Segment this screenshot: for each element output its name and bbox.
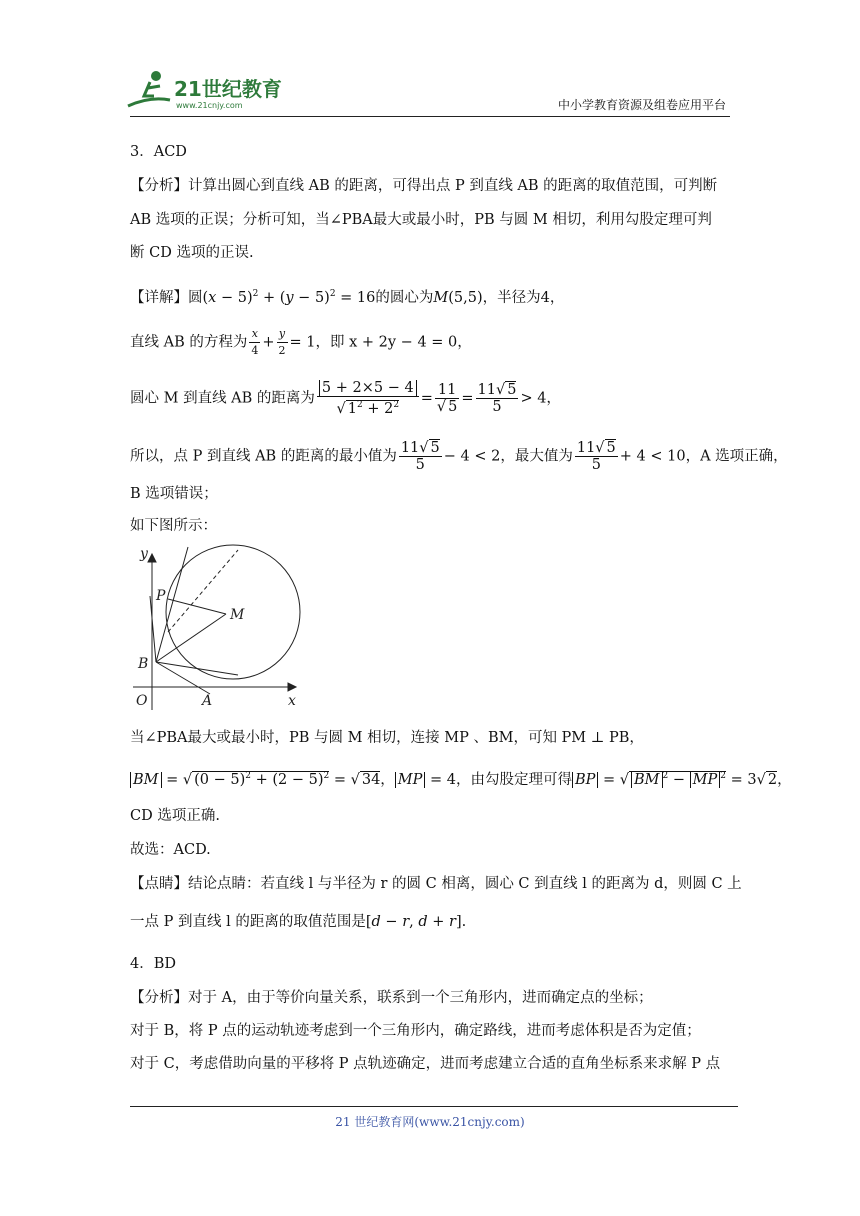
q3-detail-4: 所以，点 P 到直线 AB 的距离的最小值为 $\frac{11√ 5}{5}$ − 4 < 2，最大值为 $\frac{11√ 5}{5}$ + 4 < 10，A 选项正确， bbox=[130, 440, 788, 473]
label-m: M bbox=[230, 607, 245, 623]
logo-text: 21世纪教育 bbox=[174, 77, 282, 101]
footer-link[interactable]: 21 世纪教育网(www.21cnjy.com) bbox=[335, 1115, 525, 1129]
q3-analysis-3: 断 CD 选项的正误. bbox=[130, 245, 254, 261]
q4-line-3: 对于 C，考虑借助向量的平移将 P 点轨迹确定，进而考虑建立合适的直角坐标系来求解 P 点 bbox=[130, 1056, 721, 1072]
header-platform-text: 中小学教育资源及组卷应用平台 bbox=[557, 98, 726, 112]
q3-analysis-2: AB 选项的正误；分析可知，当∠PBA最大或最小时，PB 与圆 M 相切，利用勾股定理可判 bbox=[130, 212, 712, 228]
q3-analysis-1: 【分析】计算出圆心到直线 AB 的距离，可得出点 P 到直线 AB 的距离的取值范围，可判断 bbox=[130, 178, 718, 194]
label-b: B bbox=[138, 656, 149, 672]
line-2 bbox=[156, 662, 210, 694]
label-a: A bbox=[202, 693, 213, 709]
q3-detail-1: 【详解】圆$(x - 5)^2 + (y - 5)^2 = 16$的圆心为M(5,5)，半径为4， bbox=[130, 289, 565, 306]
dashed-line bbox=[168, 550, 238, 632]
label-p: P bbox=[156, 588, 166, 604]
y-axis-arrow bbox=[148, 554, 156, 562]
q3-detail-2: 直线 AB 的方程为 $\frac{x}{4}$ + $\frac{y}{2}$ = 1，即 x + 2y − 4 = 0， bbox=[130, 327, 472, 357]
q3-detail-3: 圆心 M 到直线 AB 的距离为 $\frac{5 + 2\times 5 - 4}{√ 1^2 + 2^2}$ = $\frac{11}{√ 5}$ = $\frac{11√ 5}{5}$ > 4， bbox=[130, 380, 561, 417]
q3-comment-1: 【点睛】结论点睛：若直线 l 与半径为 r 的圆 C 相离，圆心 C 到直线 l 的距离为 d，则圆 C 上 bbox=[130, 876, 742, 892]
q3-comment-2: 一点 P 到直线 l 的距离的取值范围是[d − r, d + r]. bbox=[130, 914, 467, 930]
footer-divider bbox=[130, 1106, 738, 1107]
header-divider bbox=[130, 116, 730, 117]
q3-after-fig-2: BM = √ $(0 - 5)^2 + (2 - 5)^2$ = √ 34， MP = 4，由勾股定理可得 BP = √ BM $^2$ − MP $^2$ = 3√ 2， bbox=[130, 766, 792, 790]
q4-line-1: 【分析】对于 A，由于等价向量关系，联系到一个三角形内，进而确定点的坐标； bbox=[130, 990, 653, 1006]
logo-url: www.21cnjy.com bbox=[176, 101, 243, 110]
site-logo bbox=[120, 66, 290, 116]
label-x: x bbox=[288, 693, 296, 709]
q3-detail-6: 如下图所示： bbox=[130, 518, 217, 534]
q3-number: 3．ACD bbox=[130, 144, 187, 160]
geometry-figure bbox=[128, 542, 308, 712]
label-o: O bbox=[136, 693, 148, 709]
segment-pb bbox=[150, 596, 156, 662]
q3-after-fig-3: CD 选项正确. bbox=[130, 808, 220, 824]
segment-pm bbox=[168, 599, 226, 614]
q3-answer: 故选：ACD. bbox=[130, 842, 211, 858]
line-ba bbox=[156, 662, 238, 675]
q3-after-fig-1: 当∠PBA最大或最小时，PB 与圆 M 相切，连接 MP 、BM，可知 PM ⊥ PB， bbox=[130, 730, 644, 746]
q4-number: 4．BD bbox=[130, 956, 177, 972]
tangent-1 bbox=[156, 547, 188, 662]
q4-line-2: 对于 B，将 P 点的运动轨迹考虑到一个三角形内，确定路线，进而考虑体积是否为定值； bbox=[130, 1023, 701, 1039]
q3-detail-5: B 选项错误； bbox=[130, 486, 218, 502]
x-axis-arrow bbox=[288, 683, 296, 691]
label-y: y bbox=[140, 546, 148, 562]
